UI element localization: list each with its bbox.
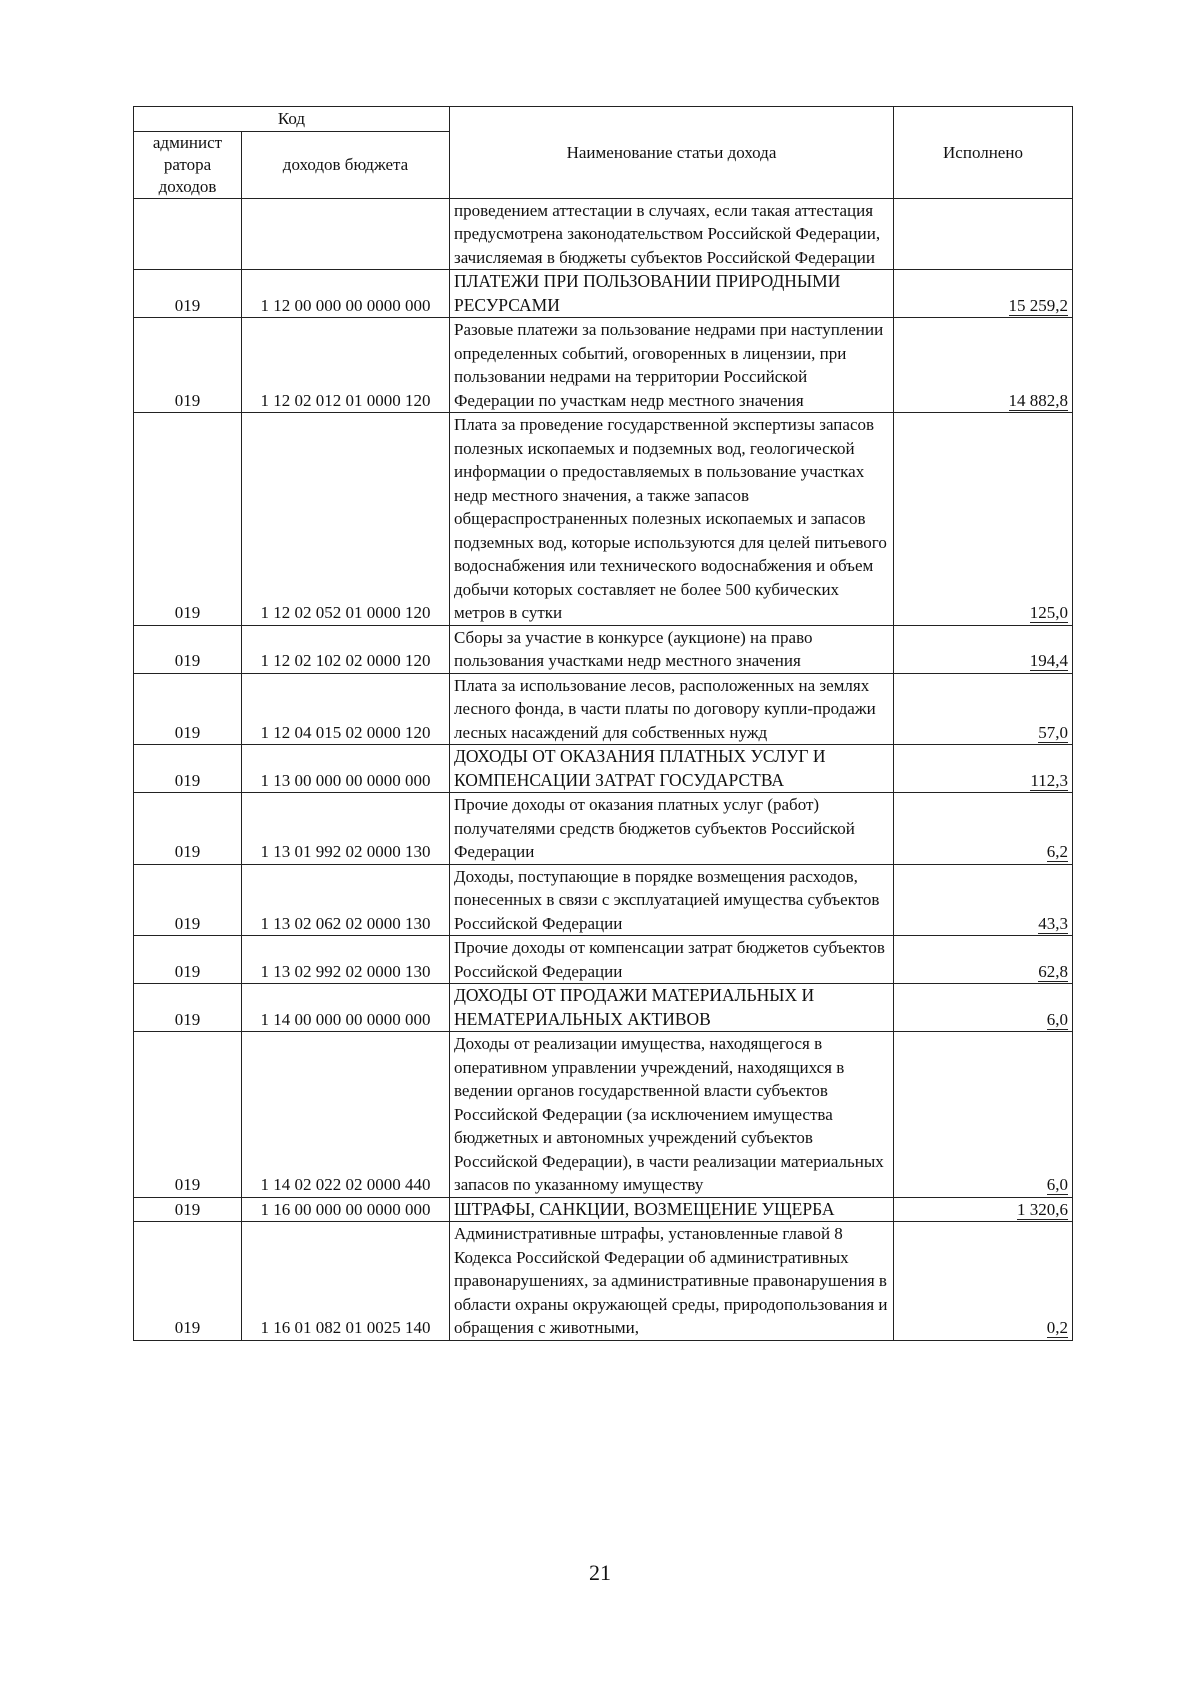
income-name: Прочие доходы от оказания платных услуг (работ) получателями средств бюджетов субъектов Российской Федерации (450, 793, 894, 865)
table-row (134, 413, 1073, 626)
executed-amount: 6,0 (894, 984, 1073, 1032)
income-name: Плата за использование лесов, расположенных на землях лесного фонда, в части платы по договору купли-продажи лесных насаждений для собственных нужд (450, 673, 894, 745)
budget-code: 1 16 00 000 00 0000 000 (242, 1197, 450, 1222)
table-row (134, 745, 1073, 793)
table-body (134, 198, 1073, 1340)
budget-code: 1 13 02 992 02 0000 130 (242, 936, 450, 984)
executed-amount: 112,3 (894, 745, 1073, 793)
admin-code: 019 (134, 1222, 242, 1341)
table-row (134, 270, 1073, 318)
executed-amount: 43,3 (894, 864, 1073, 936)
budget-code: 1 13 00 000 00 0000 000 (242, 745, 450, 793)
budget-code: 1 13 01 992 02 0000 130 (242, 793, 450, 865)
budget-code: 1 12 02 052 01 0000 120 (242, 413, 450, 626)
admin-code (134, 198, 242, 270)
admin-code: 019 (134, 673, 242, 745)
executed-amount: 1 320,6 (894, 1197, 1073, 1222)
executed-amount: 62,8 (894, 936, 1073, 984)
executed-amount (894, 198, 1073, 270)
budget-code: 1 14 00 000 00 0000 000 (242, 984, 450, 1032)
executed-amount: 6,0 (894, 1032, 1073, 1198)
admin-code: 019 (134, 270, 242, 318)
admin-code: 019 (134, 318, 242, 413)
executed-amount: 6,2 (894, 793, 1073, 865)
budget-code (242, 198, 450, 270)
executed-amount: 0,2 (894, 1222, 1073, 1341)
income-name: Сборы за участие в конкурсе (аукционе) на право пользования участками недр местного значения (450, 625, 894, 673)
admin-code: 019 (134, 936, 242, 984)
budget-code: 1 12 00 000 00 0000 000 (242, 270, 450, 318)
table-row (134, 984, 1073, 1032)
admin-code: 019 (134, 984, 242, 1032)
admin-code: 019 (134, 1032, 242, 1198)
admin-code: 019 (134, 625, 242, 673)
table-row (134, 318, 1073, 413)
income-name: Доходы, поступающие в порядке возмещения расходов, понесенных в связи с эксплуатацией имущества субъектов Российской Федерации (450, 864, 894, 936)
budget-code: 1 13 02 062 02 0000 130 (242, 864, 450, 936)
admin-code: 019 (134, 864, 242, 936)
budget-code-column-header: доходов бюджета (242, 131, 450, 198)
code-group-header: Код (134, 107, 450, 132)
executed-amount: 194,4 (894, 625, 1073, 673)
income-name: Доходы от реализации имущества, находящегося в оперативном управлении учреждений, находящихся в ведении органов государственной власти субъектов Российской Федерации (за исключением имущества бюджетных и автономных учреждений субъектов Российской Федерации), в части реализации материальных запасов по указанному имуществу (450, 1032, 894, 1198)
executed-amount: 14 882,8 (894, 318, 1073, 413)
page-number: 21 (589, 1560, 611, 1585)
table-row (134, 1032, 1073, 1198)
budget-income-table (133, 106, 1073, 1341)
executed-amount: 15 259,2 (894, 270, 1073, 318)
income-name: Административные штрафы, установленные главой 8 Кодекса Российской Федерации об административных правонарушениях, за административные правонарушения в области охраны окружающей среды, природопользования и обращения с животными, (450, 1222, 894, 1341)
table-row (134, 936, 1073, 984)
executed-column-header: Исполнено (894, 107, 1073, 199)
name-column-header: Наименование статьи дохода (450, 107, 894, 199)
table-row (134, 198, 1073, 270)
income-name: ШТРАФЫ, САНКЦИИ, ВОЗМЕЩЕНИЕ УЩЕРБА (450, 1197, 894, 1222)
table-row (134, 625, 1073, 673)
admin-code: 019 (134, 745, 242, 793)
budget-code: 1 12 02 102 02 0000 120 (242, 625, 450, 673)
budget-code: 1 12 02 012 01 0000 120 (242, 318, 450, 413)
admin-column-header: админист ратора доходов (134, 131, 242, 198)
table-row (134, 864, 1073, 936)
income-name: Плата за проведение государственной экспертизы запасов полезных ископаемых и подземных вод, геологической информации о предоставляемых в пользование участках недр местного значения, а также запасов общераспространенных полезных ископаемых и запасов подземных вод, которые используются для целей питьевого водоснабжения или технического водоснабжения и объем добычи которых составляет не более 500 кубических метров в сутки (450, 413, 894, 626)
table-row (134, 793, 1073, 865)
admin-code: 019 (134, 1197, 242, 1222)
table-row (134, 1197, 1073, 1222)
executed-amount: 125,0 (894, 413, 1073, 626)
budget-code: 1 12 04 015 02 0000 120 (242, 673, 450, 745)
admin-code: 019 (134, 793, 242, 865)
income-name: Прочие доходы от компенсации затрат бюджетов субъектов Российской Федерации (450, 936, 894, 984)
income-name: проведением аттестации в случаях, если такая аттестация предусмотрена законодательством Российской Федерации, зачисляемая в бюджеты субъектов Российской Федерации (450, 198, 894, 270)
income-name: ДОХОДЫ ОТ ОКАЗАНИЯ ПЛАТНЫХ УСЛУГ И КОМПЕНСАЦИИ ЗАТРАТ ГОСУДАРСТВА (450, 745, 894, 793)
income-name: Разовые платежи за пользование недрами при наступлении определенных событий, оговоренных в лицензии, при пользовании недрами на территории Российской Федерации по участкам недр местного значения (450, 318, 894, 413)
table-row (134, 1222, 1073, 1341)
budget-code: 1 16 01 082 01 0025 140 (242, 1222, 450, 1341)
budget-code: 1 14 02 022 02 0000 440 (242, 1032, 450, 1198)
income-name: ПЛАТЕЖИ ПРИ ПОЛЬЗОВАНИИ ПРИРОДНЫМИ РЕСУРСАМИ (450, 270, 894, 318)
table-row (134, 673, 1073, 745)
admin-code: 019 (134, 413, 242, 626)
income-name: ДОХОДЫ ОТ ПРОДАЖИ МАТЕРИАЛЬНЫХ И НЕМАТЕРИАЛЬНЫХ АКТИВОВ (450, 984, 894, 1032)
executed-amount: 57,0 (894, 673, 1073, 745)
